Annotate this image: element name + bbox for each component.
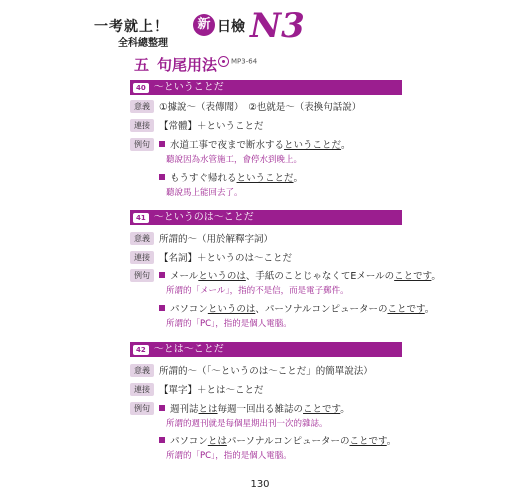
audio-track: [218, 56, 257, 67]
section-title: [134, 54, 217, 75]
example-tag: 例句: [130, 138, 154, 151]
example-row: [130, 268, 441, 282]
meaning-row: [130, 363, 373, 377]
grammar-title: ～ということだ: [153, 82, 224, 93]
grammar-header-42: [130, 342, 402, 357]
example-translation: 所謂的週刊就是每個星期出刊一次的雜誌。: [166, 419, 328, 429]
bullet-square-icon: [159, 437, 165, 443]
example-translation: 所謂的「PC」，指的是個人電腦。: [166, 319, 292, 329]
grammar-number: 40: [133, 83, 149, 93]
connection-row: [130, 118, 264, 132]
connection-tag: 連接: [130, 251, 154, 264]
example-row: [130, 401, 350, 415]
bullet-square-icon: [159, 141, 165, 147]
grammar-title: ～というのは～ことだ: [153, 212, 254, 223]
example-row: [159, 170, 303, 184]
grammar-number: 42: [133, 345, 149, 355]
brand-title: 日檢: [217, 19, 245, 35]
connection-text: 【名詞】＋というのは～ことだ: [159, 253, 293, 264]
example-sentence: パソコンというのは、パーソナルコンピューターのことです。: [170, 304, 435, 315]
grammar-title: ～とは～ことだ: [153, 344, 224, 355]
connection-text: 【單字】＋とは～ことだ: [159, 385, 264, 396]
connection-tag: 連接: [130, 383, 154, 396]
brand-subtitle: 全科總整理: [118, 38, 168, 49]
example-sentence: もうすぐ帰れるということだ。: [170, 173, 304, 184]
example-sentence: パソコンとはパーソナルコンピューターのことです。: [170, 436, 397, 447]
example-sentence: 水道工事で夜まで断水するということだ。: [170, 140, 351, 151]
section-number: 五: [134, 56, 150, 74]
connection-row: [130, 250, 292, 264]
new-badge: 新: [193, 14, 215, 36]
example-tag: 例句: [130, 402, 154, 415]
bullet-square-icon: [159, 305, 165, 311]
example-row: [159, 433, 396, 447]
section-name: 句尾用法: [157, 56, 218, 74]
connection-row: [130, 382, 264, 396]
meaning-row: [130, 231, 273, 245]
grammar-header-40: [130, 80, 402, 95]
audio-track-label: MP3-64: [231, 57, 258, 66]
grammar-header-41: [130, 210, 402, 225]
bullet-square-icon: [159, 405, 165, 411]
example-tag: 例句: [130, 269, 154, 282]
bullet-square-icon: [159, 174, 165, 180]
meaning-tag: 意義: [130, 100, 154, 113]
connection-tag: 連接: [130, 119, 154, 132]
example-translation: 聽說因為水管施工，會停水到晚上。: [166, 155, 303, 165]
example-translation: 所謂的「メール」，指的不是信，而是電子郵件。: [166, 286, 349, 296]
meaning-text: ①據說～（表傳聞） ②也就是～（表換句話說）: [159, 102, 362, 113]
meaning-tag: 意義: [130, 232, 154, 245]
example-translation: 所謂的「PC」，指的是個人電腦。: [166, 451, 292, 461]
cd-icon: [218, 56, 229, 67]
meaning-row: [130, 99, 361, 113]
example-translation: 聽說馬上能回去了。: [166, 188, 243, 198]
example-row: [159, 301, 434, 315]
meaning-text: 所謂的～（用於解釋字詞）: [159, 234, 274, 245]
brand-prefix: 一考就上！: [94, 19, 169, 35]
brand-level: N3: [250, 6, 305, 46]
connection-text: 【常體】＋ということだ: [159, 121, 264, 132]
example-sentence: メールというのは、手紙のことじゃなくてEメールのことです。: [170, 271, 441, 282]
grammar-number: 41: [133, 213, 149, 223]
meaning-text: 所謂的～（「～というのは～ことだ」的簡單說法）: [159, 366, 373, 377]
bullet-square-icon: [159, 272, 165, 278]
example-row: [130, 137, 351, 151]
meaning-tag: 意義: [130, 364, 154, 377]
example-sentence: 週刊誌とは毎週一回出る雑誌のことです。: [170, 404, 350, 415]
page-number: 130: [250, 479, 270, 490]
book-header: [80, 6, 460, 50]
